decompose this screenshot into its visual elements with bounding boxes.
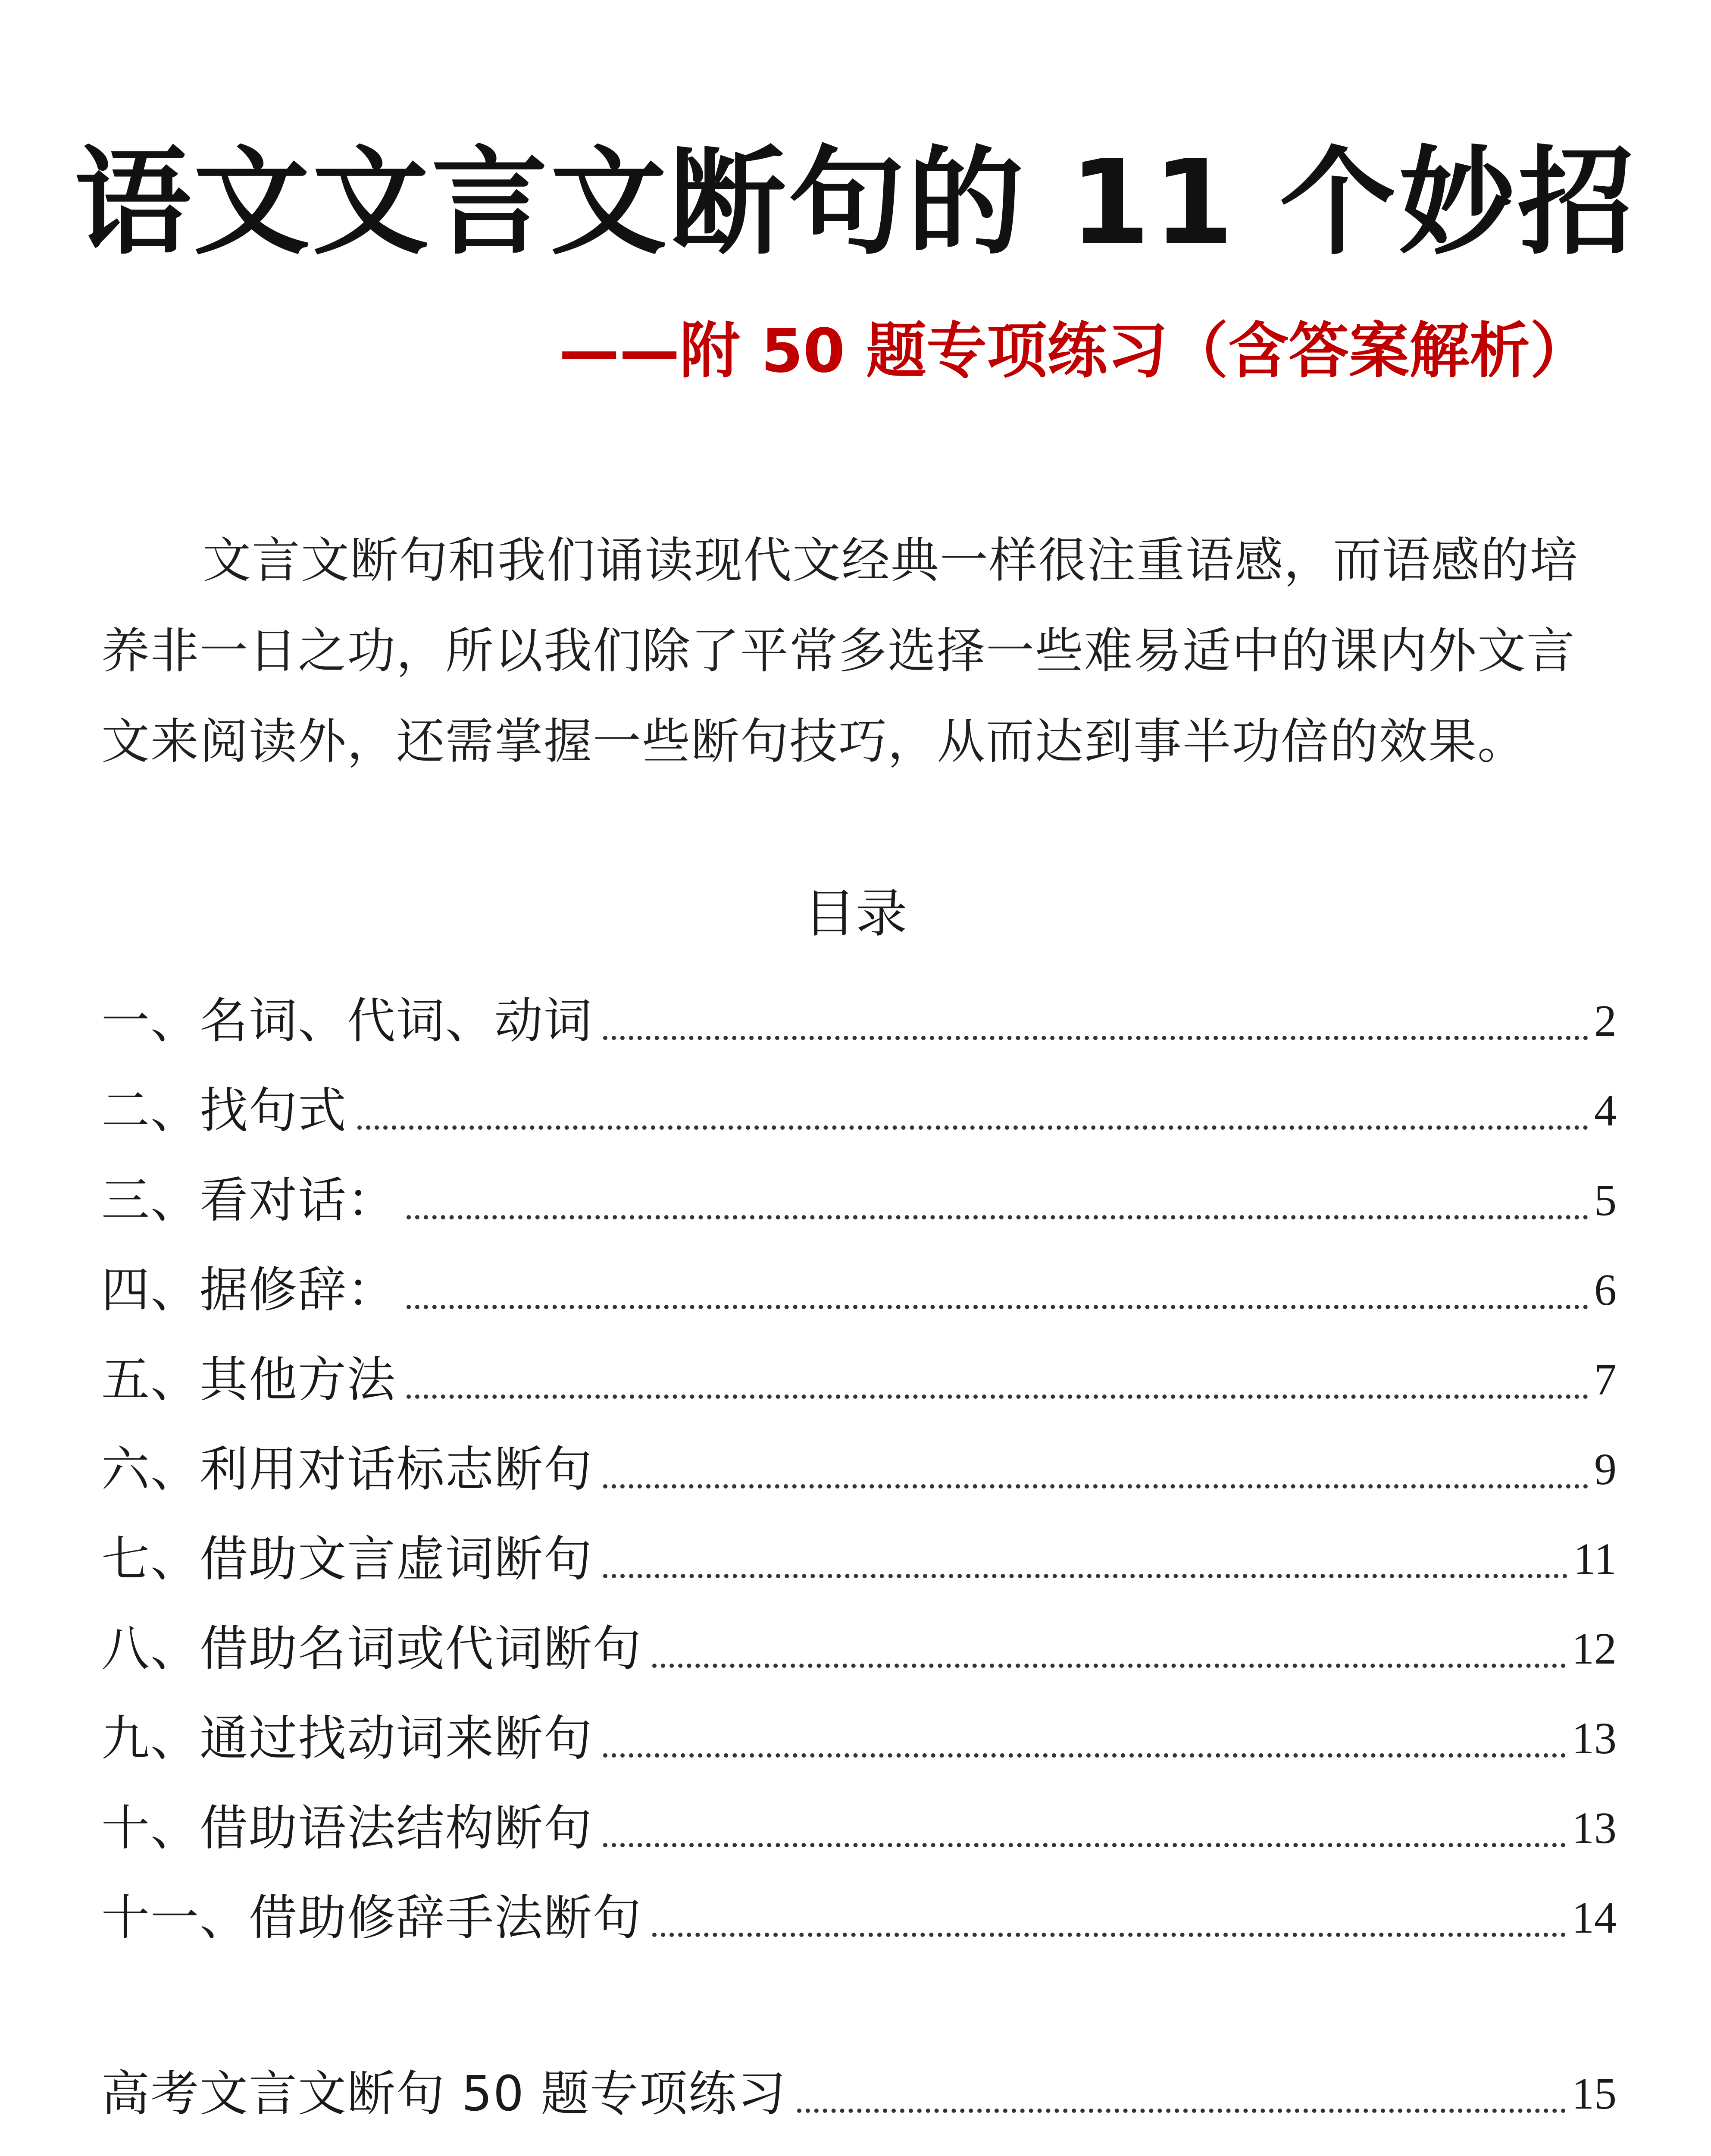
toc-entry-page: 2	[1594, 996, 1617, 1046]
toc-entry-label: 七、借助文言虚词断句	[101, 1531, 593, 1587]
toc-heading: 目录	[804, 884, 907, 944]
toc-dot-leader	[603, 1484, 1588, 1489]
toc-entry-page: 12	[1572, 1624, 1617, 1673]
toc-entry[interactable]	[101, 1594, 1617, 1683]
toc-entry-page: 15	[1572, 2069, 1617, 2118]
document-title: 语文文言文断句的 11 个妙招	[74, 135, 1637, 270]
toc-dot-leader	[407, 1215, 1588, 1219]
toc-entry-label: 四、据修辞：	[101, 1262, 396, 1318]
toc-entry-page: 4	[1594, 1086, 1617, 1135]
toc-entry-page: 13	[1572, 1803, 1617, 1853]
toc-dot-leader	[357, 1125, 1588, 1130]
toc-dot-leader	[603, 1753, 1566, 1758]
toc-entry[interactable]	[101, 1504, 1617, 1594]
toc-dot-leader	[797, 2109, 1566, 2113]
toc-entry-label: 二、找句式	[101, 1083, 347, 1139]
table-of-contents	[101, 966, 1617, 2128]
toc-entry-page: 14	[1572, 1893, 1617, 1943]
toc-dot-leader	[603, 1574, 1567, 1578]
toc-entry-label: 高考文言文断句 50 题专项练习	[101, 2066, 787, 2122]
toc-entry-page: 6	[1594, 1265, 1617, 1315]
toc-entry-page: 11	[1573, 1534, 1617, 1584]
toc-entry-page: 7	[1594, 1355, 1617, 1404]
toc-entry[interactable]	[101, 1325, 1617, 1414]
toc-dot-leader	[652, 1664, 1566, 1668]
toc-entry[interactable]	[101, 1414, 1617, 1504]
toc-entry-page: 5	[1594, 1175, 1617, 1225]
toc-entry-page: 9	[1594, 1445, 1617, 1494]
toc-entry-label: 六、利用对话标志断句	[101, 1442, 593, 1498]
toc-entry[interactable]	[101, 1235, 1617, 1325]
toc-entry-label: 三、看对话：	[101, 1172, 396, 1228]
toc-entry-label: 八、借助名词或代词断句	[101, 1621, 642, 1677]
toc-entry-label: 十、借助语法结构断句	[101, 1800, 593, 1856]
toc-dot-leader	[603, 1843, 1566, 1847]
toc-entry-label: 十一、借助修辞手法断句	[101, 1890, 642, 1946]
toc-entry[interactable]	[101, 1863, 1617, 1952]
toc-dot-leader	[603, 1036, 1588, 1040]
toc-entry[interactable]	[101, 2039, 1617, 2128]
toc-entry-label: 九、通过找动词来断句	[101, 1711, 593, 1767]
toc-entry-label: 五、其他方法	[101, 1352, 396, 1408]
toc-entry[interactable]	[101, 1145, 1617, 1235]
toc-entry[interactable]	[101, 1056, 1617, 1145]
toc-dot-leader	[407, 1395, 1588, 1399]
toc-entry-label: 一、名词、代词、动词	[101, 993, 593, 1049]
intro-paragraph: 文言文断句和我们诵读现代文经典一样很注重语感，而语感的培养非一日之功，所以我们除了平常多选择一些难易适中的课内外文言文来阅读外，还需掌握一些断句技巧，从而达到事半功倍的效果。	[101, 533, 1579, 770]
document-subtitle: ——附 50 题专项练习（含答案解析）	[559, 316, 1590, 386]
toc-entry-page: 13	[1572, 1714, 1617, 1763]
toc-entry[interactable]	[101, 1683, 1617, 1773]
toc-dot-leader	[407, 1305, 1588, 1309]
toc-entry[interactable]	[101, 966, 1617, 1056]
toc-dot-leader	[652, 1933, 1566, 1937]
toc-entry[interactable]	[101, 1773, 1617, 1863]
